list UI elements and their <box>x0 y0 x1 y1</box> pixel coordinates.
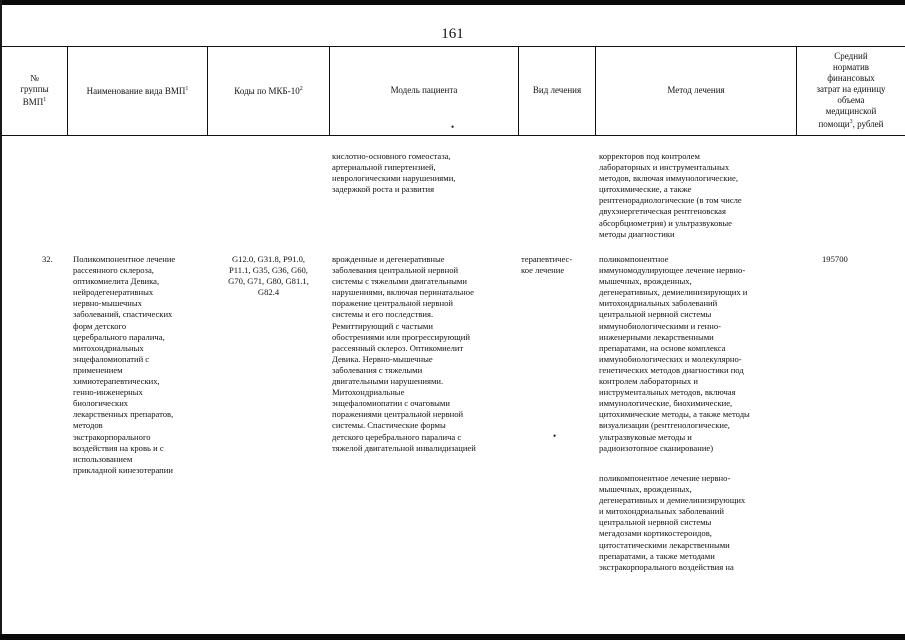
header-treatment-method: Метод лечения <box>667 85 725 95</box>
bottom-border <box>0 634 905 640</box>
page-number: 161 <box>441 26 464 42</box>
row-treatment-method-2: поликомпонентное лечение нервно- мышечных, врожденных, дегенеративных и демиелинизирующих и митохондриальных заболеваний центральной нервной системы мегадозами кортикостероидов, цитостатическими лекарственными препаратами, а также методами экстракорпорального воздействия на <box>599 473 746 572</box>
scan-speck: • <box>553 431 557 441</box>
row-treatment-method-1: поликомпонентное иммуномодулирующее лечение нервно- мышечных, врожденных, дегенеративных, демиелинизирующих и митохондриальных заболеваний центральной нервной системы иммунобиологическими и генно- инженерными лекарственными препаратами, на основе комплекса иммунобиологических и молекулярно- генетических методов диагностики под контролем лабораторных и инструментальных методов, включая иммунологические, биохимические, цитохимические методы, а также методы визуализации (рентгенологические, ультразвуковые методы и радиоизотопное сканирование) <box>599 254 750 453</box>
header-group-number: № группы ВМП$^1$ <box>20 73 49 107</box>
header-vmp-name: Наименование вида ВМП$^1$ <box>86 86 189 96</box>
scan-speck: • <box>451 122 455 132</box>
row-icd-codes: G12.0, G31.8, P91.0, P11.1, G35, G36, G60, G70, G71, G80, G81.1, G82.4 <box>228 254 309 298</box>
top-border <box>0 0 905 5</box>
header-icd-codes: Коды по МКБ-$10^2$ <box>234 86 303 96</box>
row-vmp-name: Поликомпонентное лечение рассеянного склероза, оптикомиелита Девика, нейродегенеративных нервно-мышечных заболеваний, спастических форм детского церебрального паралича, митохондриальных энцефаломиопатий с применением химиотерапевтических, генно-инженерных биологических лекарственных препаратов, методов экстракорпорального воздействия на кровь и с использованием прикладной кинезотерапии <box>73 254 176 475</box>
continuation-treatment-method: корректоров под контролем лабораторных и инструментальных методов, включая иммунологические, цитохимические, а также рентгенорадиологические (в том числе двухэнергетическая рентгеновская абсорбциометрия) и ультразвуковые методы диагностики <box>599 151 742 239</box>
row-average-cost: 195700 <box>822 254 848 264</box>
continuation-patient-model: кислотно-основного гомеостаза, артериальной гипертензией, неврологическими нарушениями, задержкой роста и развития <box>332 151 456 195</box>
header-treatment-type: Вид лечения <box>532 85 582 95</box>
row-number: 32. <box>42 254 53 264</box>
row-treatment-type: терапевтичес- кое лечение <box>521 254 573 276</box>
header-patient-model: Модель пациента <box>390 85 458 95</box>
header-average-cost: Средний норматив финансовых затрат на единицу объема медицинской помощи$^3$, рублей <box>816 51 886 129</box>
row-patient-model: врожденные и дегенеративные заболевания центральной нервной системы с тяжелыми двигательными нарушениями, включая перинатальное поражение центральной нервной системы и его последствия. Ремиттирующий с частыми обострениями или прогрессирующий рассеянный склероз. Оптикомиелит Девика. Нервно-мышечные заболевания с тяжелыми двигательными нарушениями. Митохондриальные энцефаломиопатии с очаговыми поражениями центральной нервной системы. Спастические формы детского церебрального паралича с тяжелой двигательной инвалидизацией <box>332 254 476 453</box>
header-bottom-rule <box>0 135 905 136</box>
